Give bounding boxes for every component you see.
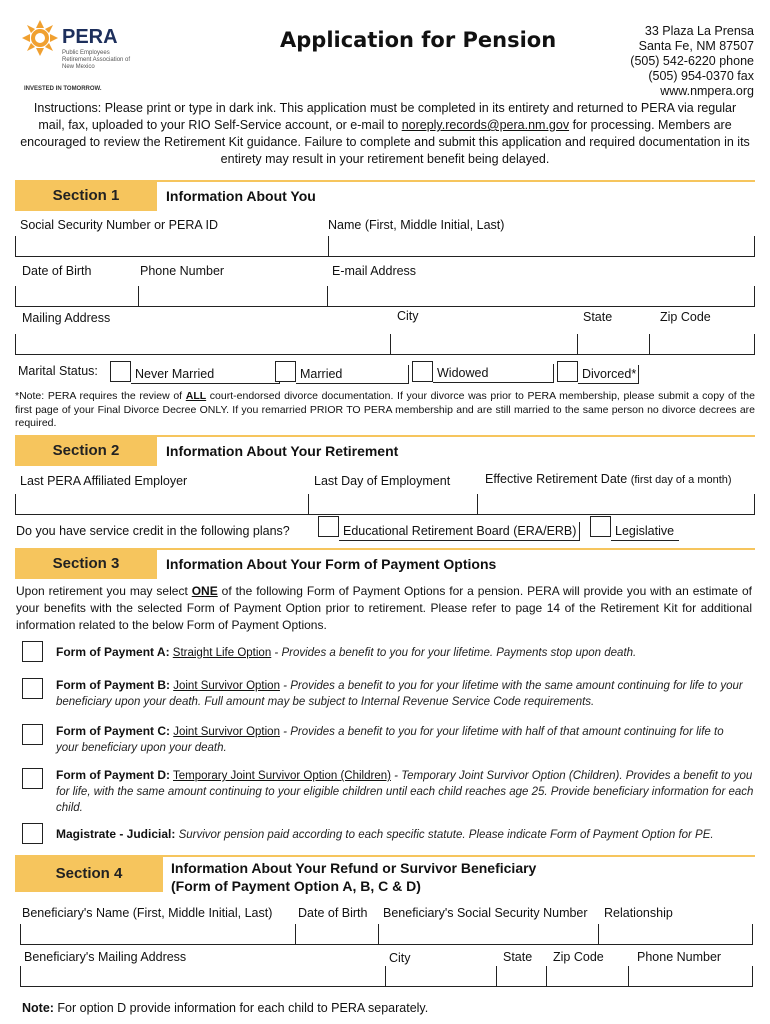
section-1-title: Information About You [166, 188, 316, 204]
magistrate-checkbox[interactable] [22, 823, 43, 844]
pera-sun-icon [22, 20, 58, 56]
email-link[interactable]: noreply.records@pera.nm.gov [401, 118, 570, 132]
ben-relationship-field[interactable] [598, 924, 753, 945]
phone-field[interactable] [137, 286, 328, 307]
section-4-title: Information About Your Refund or Survivor Beneficiary (Form of Payment Option A, B, C & D) [171, 860, 537, 894]
name-field[interactable] [327, 236, 755, 257]
fop-c-checkbox[interactable] [22, 724, 43, 745]
divorced-label: Divorced* [578, 365, 639, 384]
fop-intro: Upon retirement you may select ONE of the following Form of Payment Options for a pension. PERA will provide you with an estimate of your benefits with the selected Form of Payment Option prior to retirement. Please refer to page 14 of the Retirement Kit for additional information related to the below Form of Payment Options. [16, 584, 752, 632]
mailing-field[interactable] [15, 334, 391, 355]
instructions: Instructions: Please print or type in dark ink. This application must be completed in its entirety and returned to PERA via regular mail, fax, uploaded to your RIO Self-Service account, or e-mail to noreply.records@pera.nm.gov for processing. Members are encouraged to review the Retirement Kit guidance. Failure to complete and submit this application and required documentation in its entirety may result in your retirement benefit being delayed. [20, 101, 750, 166]
ben-ssn-field[interactable] [378, 924, 599, 945]
logo-subtext: Public Employees Retirement Association of New Mexico [62, 50, 131, 70]
fop-a: Form of Payment A: Straight Life Option - Provides a benefit to you for your lifetime. Payments stop upon death. [56, 645, 637, 659]
legislative-checkbox[interactable] [590, 516, 611, 537]
ben-mailing-field[interactable] [20, 966, 386, 987]
last-day-field[interactable] [307, 494, 478, 515]
logo-text: PERA [62, 26, 118, 48]
fop-a-checkbox[interactable] [22, 641, 43, 662]
ben-zip-label: Zip Code [553, 950, 604, 964]
never-married-label: Never Married [131, 365, 280, 384]
phone-line: (505) 542-6220 phone [630, 54, 754, 68]
ben-name-field[interactable] [20, 924, 296, 945]
page-title: Application for Pension [280, 28, 557, 52]
ben-city-field[interactable] [384, 966, 497, 987]
footer-note: Note: For option D provide information for each child to PERA separately. [22, 1001, 429, 1015]
erb-label: Educational Retirement Board (ERA/ERB) [339, 522, 580, 541]
fop-d: Form of Payment D: Temporary Joint Survivor Option (Children) - Temporary Joint Survivor Option (Children). Provides a benefit to you for life, with the same amount continuing to your eligible children until each child reaches age 25. Provide beneficiary information for each child. [56, 768, 754, 814]
ben-dob-label: Date of Birth [298, 906, 368, 920]
city-label: City [397, 309, 419, 323]
ben-dob-field[interactable] [294, 924, 379, 945]
section-1-tab: Section 1 [15, 181, 157, 211]
name-label: Name (First, Middle Initial, Last) [328, 218, 505, 232]
fop-d-checkbox[interactable] [22, 768, 43, 789]
ben-phone-label: Phone Number [637, 950, 722, 964]
dob-label: Date of Birth [22, 264, 92, 278]
email-field[interactable] [327, 286, 755, 307]
website-line: www.nmpera.org [660, 84, 754, 98]
address-line: 33 Plaza La Prensa [644, 24, 754, 38]
fop-b-checkbox[interactable] [22, 678, 43, 699]
ben-name-label: Beneficiary's Name (First, Middle Initial, Last) [22, 906, 273, 920]
divorce-note: *Note: PERA requires the review of ALL court-endorsed divorce documentation. If your divorce was prior to PERA membership, please submit a copy of the first page of your Final Divorce Decree ONLY. If you remarried PRIOR TO PERA membership and are still married to the same person no divorce decrees are required. [15, 390, 755, 429]
section-3-title: Information About Your Form of Payment Options [166, 556, 497, 572]
dob-field[interactable] [15, 286, 139, 307]
never-married-checkbox[interactable] [110, 361, 131, 382]
fop-b: Form of Payment B: Joint Survivor Option - Provides a benefit to you for your lifetime with the same amount continuing for life to your beneficiary upon your death. Full amount may be subject to Internal Revenue Service Code requirements. [56, 678, 743, 708]
ben-relationship-label: Relationship [604, 906, 673, 920]
state-label: State [583, 310, 613, 324]
state-field[interactable] [577, 334, 650, 355]
city-field[interactable] [389, 334, 578, 355]
ben-zip-field[interactable] [546, 966, 629, 987]
effective-date-field[interactable] [477, 494, 755, 515]
ben-mailing-label: Beneficiary's Mailing Address [24, 950, 187, 964]
married-label: Married [296, 365, 409, 384]
section-2-title: Information About Your Retirement [166, 443, 399, 459]
widowed-label: Widowed [433, 364, 554, 383]
ssn-field[interactable] [15, 236, 329, 257]
last-day-label: Last Day of Employment [314, 474, 451, 488]
email-label: E-mail Address [332, 264, 417, 278]
married-checkbox[interactable] [275, 361, 296, 382]
employer-label: Last PERA Affiliated Employer [20, 474, 188, 488]
fop-magistrate: Magistrate - Judicial: Survivor pension paid according to each specific statute. Please indicate Form of Payment Option for PE. [56, 827, 714, 841]
employer-field[interactable] [15, 494, 309, 515]
service-credit-question: Do you have service credit in the following plans? [16, 524, 290, 538]
widowed-checkbox[interactable] [412, 361, 433, 382]
phone-label: Phone Number [140, 264, 225, 278]
ben-state-label: State [503, 950, 533, 964]
marital-label: Marital Status: [18, 364, 98, 378]
fax-line: (505) 954-0370 fax [648, 69, 754, 83]
zip-field[interactable] [649, 334, 755, 355]
ben-city-label: City [389, 951, 411, 965]
section-2-tab: Section 2 [15, 436, 157, 466]
ben-state-field[interactable] [496, 966, 547, 987]
zip-label: Zip Code [660, 310, 711, 324]
erb-checkbox[interactable] [318, 516, 339, 537]
effective-date-label: Effective Retirement Date (first day of a month) [485, 472, 732, 486]
section-3-tab: Section 3 [15, 549, 157, 579]
divorced-checkbox[interactable] [557, 361, 578, 382]
tagline: INVESTED IN TOMORROW. [24, 86, 102, 92]
fop-c: Form of Payment C: Joint Survivor Option - Provides a benefit to you for your lifetime with half of that amount continuing for life to your beneficiary upon your death. [56, 724, 724, 754]
ssn-label: Social Security Number or PERA ID [20, 218, 218, 232]
ben-ssn-label: Beneficiary's Social Security Number [383, 906, 588, 920]
legislative-label: Legislative [611, 522, 679, 541]
section-4-tab: Section 4 [15, 856, 163, 892]
ben-phone-field[interactable] [628, 966, 753, 987]
address-block [630, 24, 754, 99]
address-line: Santa Fe, NM 87507 [638, 39, 754, 53]
mailing-label: Mailing Address [22, 311, 111, 325]
pera-logo [20, 18, 135, 78]
